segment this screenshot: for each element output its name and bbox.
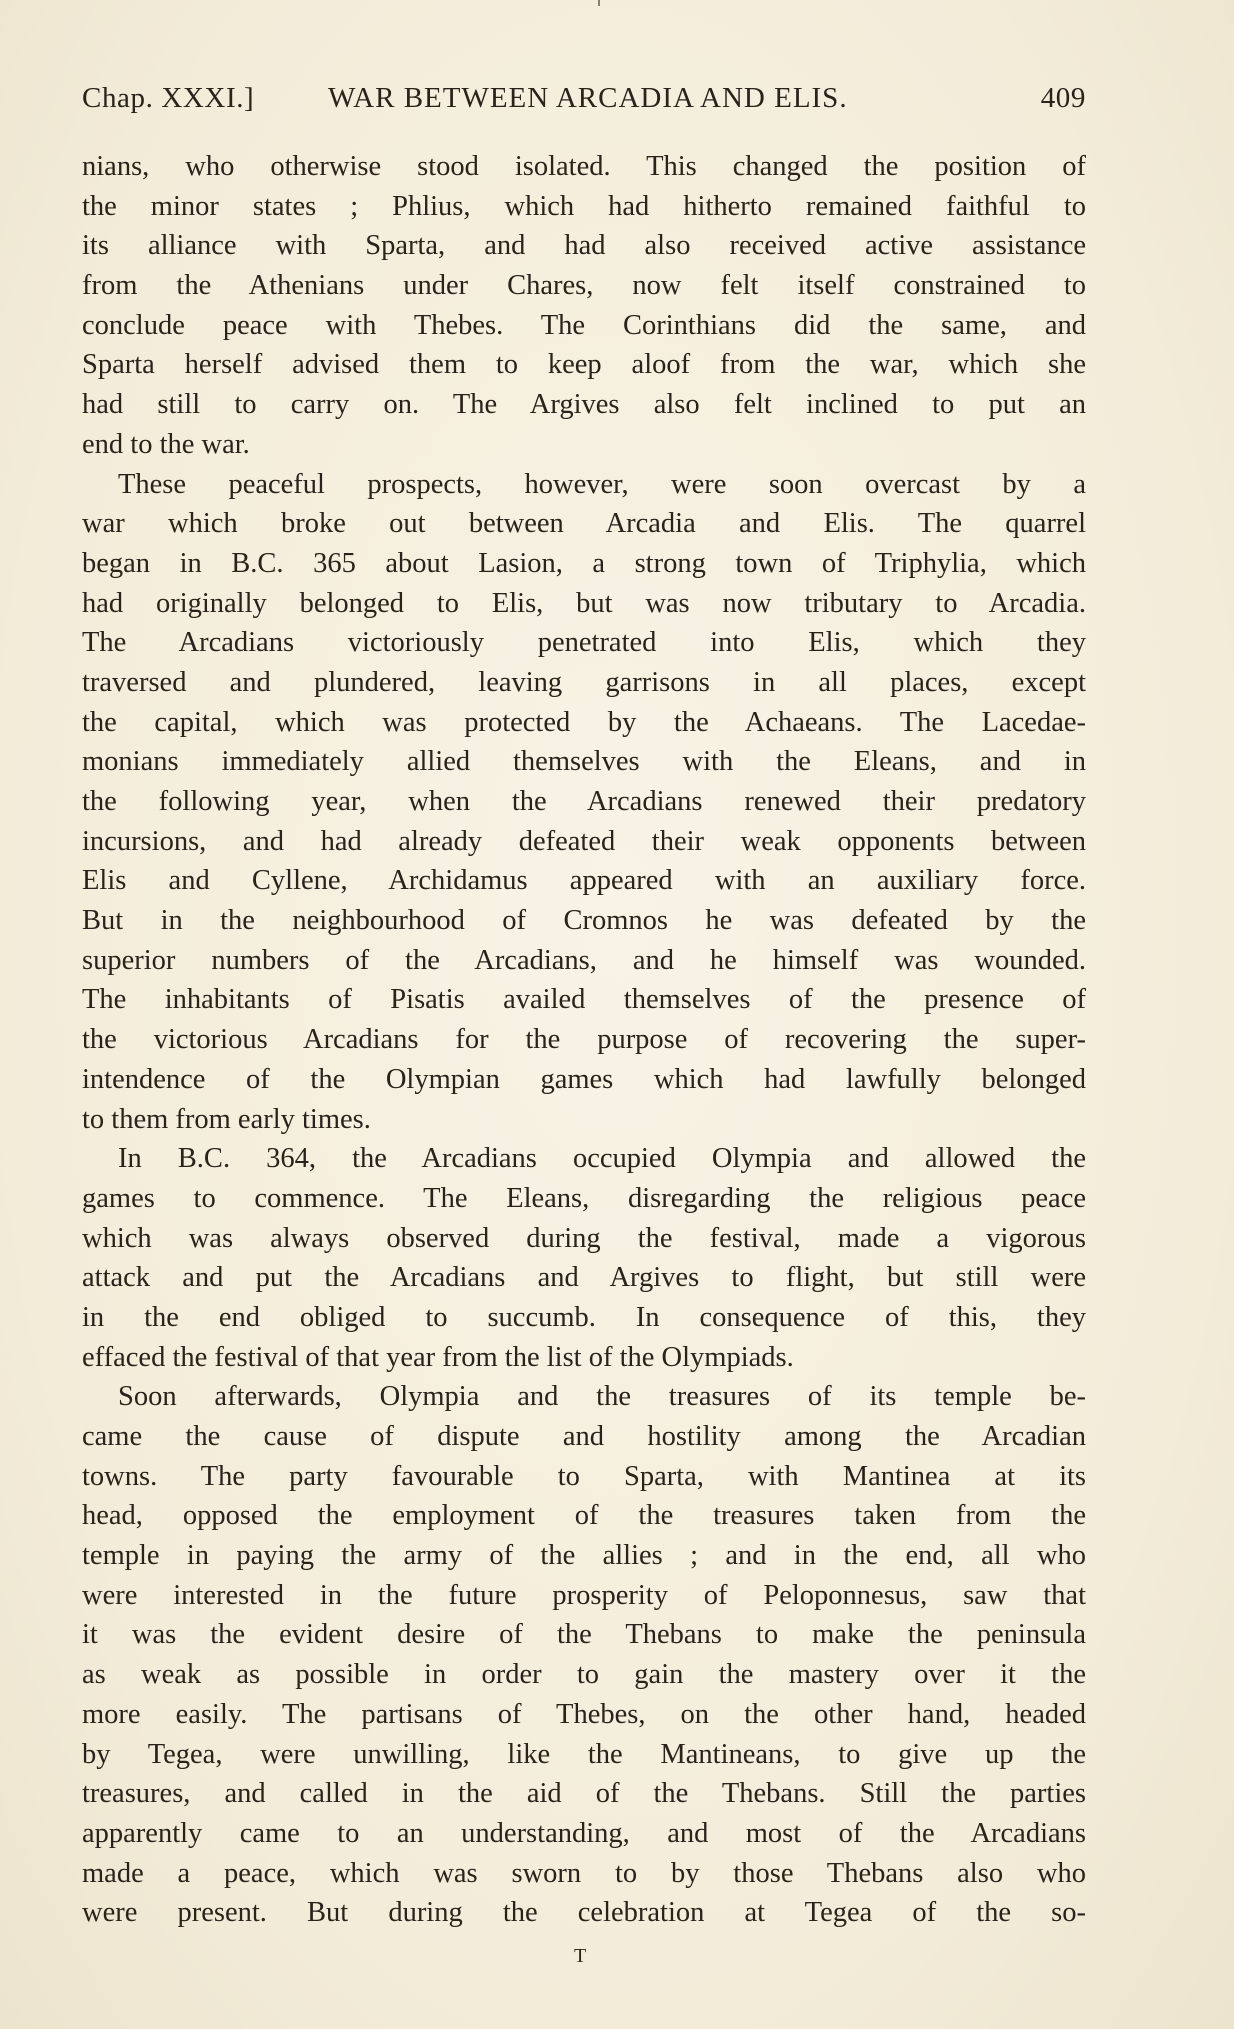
chapter-title: WAR BETWEEN ARCADIA AND ELIS. (328, 82, 848, 114)
text-line: games to commence. The Eleans, disregarding the religious peace (82, 1182, 1086, 1214)
text-line: conclude peace with Thebes. The Corinthians did the same, and (82, 309, 1086, 341)
text-line: which was always observed during the festival, made a vigorous (82, 1222, 1086, 1254)
text-line: had originally belonged to Elis, but was now tributary to Arcadia. (82, 587, 1086, 619)
text-line: towns. The party favourable to Sparta, with Mantinea at its (82, 1460, 1086, 1492)
text-line: incursions, and had already defeated their weak opponents between (82, 825, 1086, 857)
page-number: 409 (1040, 82, 1086, 114)
text-line: Elis and Cyllene, Archidamus appeared with an auxiliary force. (82, 865, 1086, 897)
print-speck (598, 0, 600, 6)
text-line: apparently came to an understanding, and most of the Arcadians (82, 1817, 1086, 1849)
text-line: the victorious Arcadians for the purpose of recovering the super- (82, 1024, 1086, 1056)
signature-mark: T (574, 1945, 588, 1967)
text-line: Sparta herself advised them to keep aloof from the war, which she (82, 349, 1086, 381)
text-line: The inhabitants of Pisatis availed themselves of the presence of (82, 984, 1086, 1016)
text-line: it was the evident desire of the Thebans to make the peninsula (82, 1619, 1086, 1651)
text-line: from the Athenians under Chares, now felt itself constrained to (82, 270, 1086, 302)
text-line: treasures, and called in the aid of the Thebans. Still the parties (82, 1778, 1086, 1810)
text-line: war which broke out between Arcadia and Elis. The quarrel (82, 508, 1086, 540)
body-text (82, 147, 1086, 1933)
text-line: by Tegea, were unwilling, like the Mantineans, to give up the (82, 1738, 1086, 1770)
text-line: superior numbers of the Arcadians, and he himself was wounded. (82, 944, 1086, 976)
text-line: were interested in the future prosperity of Peloponnesus, saw that (82, 1579, 1086, 1611)
text-line: The Arcadians victoriously penetrated into Elis, which they (82, 627, 1086, 659)
text-line: more easily. The partisans of Thebes, on the other hand, headed (82, 1698, 1086, 1730)
text-line: But in the neighbourhood of Cromnos he was defeated by the (82, 905, 1086, 937)
text-line: nians, who otherwise stood isolated. This changed the position of (82, 151, 1086, 182)
text-line: came the cause of dispute and hostility among the Arcadian (82, 1421, 1086, 1452)
text-line: the capital, which was protected by the Achaeans. The Lacedae- (82, 706, 1086, 738)
text-line: the following year, when the Arcadians renewed their predatory (82, 786, 1086, 817)
chapter-label: Chap. XXXI.] (82, 82, 255, 114)
text-line: began in B.C. 365 about Lasion, a strong town of Triphylia, which (82, 547, 1086, 579)
text-line: monians immediately allied themselves with the Eleans, and in (82, 746, 1086, 778)
text-line: Soon afterwards, Olympia and the treasures of its temple be- (118, 1381, 1086, 1413)
text-line: temple in paying the army of the allies ; and in the end, all who (82, 1540, 1086, 1572)
text-line: These peaceful prospects, however, were soon overcast by a (118, 468, 1086, 500)
text-line: end to the war. (82, 428, 250, 460)
text-line: its alliance with Sparta, and had also received active assistance (82, 230, 1086, 262)
text-line: intendence of the Olympian games which had lawfully belonged (82, 1063, 1086, 1095)
text-line: head, opposed the employment of the treasures taken from the (82, 1500, 1086, 1532)
text-line: as weak as possible in order to gain the mastery over it the (82, 1659, 1086, 1691)
text-line: the minor states ; Phlius, which had hitherto remained faithful to (82, 190, 1086, 222)
text-line: made a peace, which was sworn to by those Thebans also who (82, 1857, 1086, 1889)
text-line: had still to carry on. The Argives also felt inclined to put an (82, 389, 1086, 421)
text-line: to them from early times. (82, 1103, 371, 1135)
text-line: traversed and plundered, leaving garrisons in all places, except (82, 666, 1086, 698)
text-line: were present. But during the celebration at Tegea of the so- (82, 1897, 1086, 1929)
running-head (82, 78, 1086, 118)
text-line: attack and put the Arcadians and Argives to flight, but still were (82, 1262, 1086, 1294)
text-line: effaced the festival of that year from the list of the Olympiads. (82, 1341, 794, 1373)
text-line: in the end obliged to succumb. In consequence of this, they (82, 1301, 1086, 1333)
text-line: In B.C. 364, the Arcadians occupied Olympia and allowed the (118, 1143, 1086, 1175)
